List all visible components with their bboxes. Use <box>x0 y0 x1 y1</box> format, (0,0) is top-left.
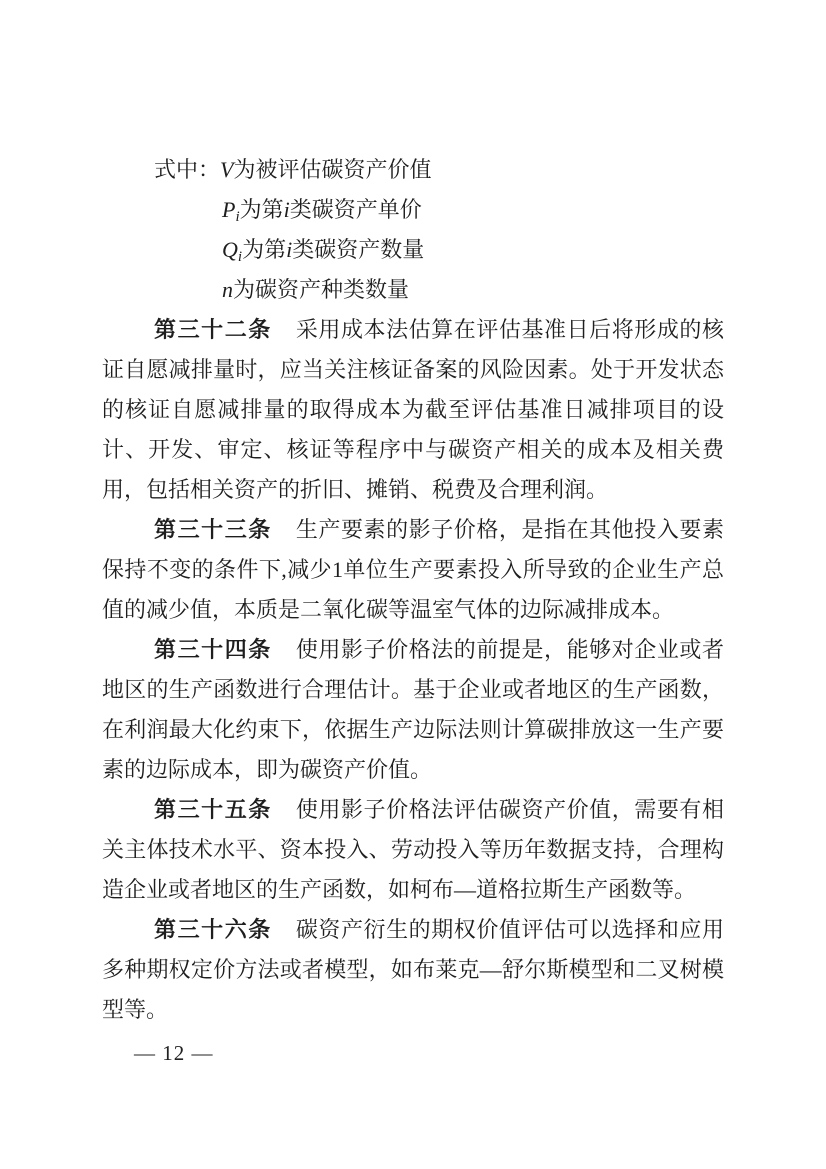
formula-inline-variable: i <box>286 237 293 262</box>
formula-variable: Q <box>222 237 238 262</box>
article-body-text: 采用成本法估算在评估基准日后将形成的核证自愿减排量时，应当关注核证备案的风险因素。处于开发状态的核证自愿减排量的取得成本为截至评估基准日减排项目的设计、开发、审定、核证等程序中与碳资产相关的成本及相关费用，包括相关资产的折旧、摊销、税费及合理利润。 <box>102 317 724 502</box>
formula-line-n <box>102 270 724 310</box>
page-number: — 12 — <box>134 1041 214 1065</box>
formula-line-p <box>102 190 724 230</box>
document-body <box>102 150 724 1030</box>
article-heading: 第三十五条 <box>154 797 272 822</box>
formula-definition-text: 为第 <box>239 197 284 222</box>
formula-inline-variable: i <box>283 197 290 222</box>
page-footer <box>134 1041 214 1065</box>
formula-definition-text: 为碳资产种类数量 <box>233 277 410 302</box>
article-heading: 第三十四条 <box>154 637 272 662</box>
formula-definition-text: 为被评估碳资产价值 <box>233 157 432 182</box>
article-paragraph-36 <box>102 910 724 1030</box>
article-paragraph-34 <box>102 630 724 790</box>
article-body-text: 使用影子价格法的前提是，能够对企业或者地区的生产函数进行合理估计。基于企业或者地区的生产函数，在利润最大化约束下，依据生产边际法则计算碳排放这一生产要素的边际成本，即为碳资产价值。 <box>102 637 724 782</box>
formula-where-label: 式中： <box>154 157 221 182</box>
article-paragraph-33 <box>102 510 724 630</box>
article-paragraph-35 <box>102 790 724 910</box>
formula-variable: n <box>222 277 233 302</box>
formula-variable-subscript: i <box>235 209 240 225</box>
formula-line-q <box>102 230 724 270</box>
formula-definition-text: 类碳资产数量 <box>292 237 425 262</box>
article-heading: 第三十六条 <box>154 917 272 942</box>
article-body-text: 生产要素的影子价格，是指在其他投入要素保持不变的条件下,减少1单位生产要素投入所导致的企业生产总值的减少值，本质是二氧化碳等温室气体的边际减排成本。 <box>102 517 724 622</box>
formula-line-v <box>102 150 724 190</box>
formula-definition-text: 类碳资产单价 <box>289 197 422 222</box>
article-body-text: 碳资产衍生的期权价值评估可以选择和应用多种期权定价方法或者模型，如布莱克—舒尔斯模型和二叉树模型等。 <box>102 917 724 1022</box>
formula-definition-text: 为第 <box>242 237 287 262</box>
article-body-text: 使用影子价格法评估碳资产价值，需要有相关主体技术水平、资本投入、劳动投入等历年数据支持，合理构造企业或者地区的生产函数，如柯布—道格拉斯生产函数等。 <box>102 797 724 902</box>
article-paragraph-32 <box>102 310 724 510</box>
article-heading: 第三十二条 <box>154 317 272 342</box>
formula-where-clause <box>102 150 724 310</box>
article-heading: 第三十三条 <box>154 517 272 542</box>
formula-variable: P <box>222 197 236 222</box>
formula-variable: V <box>220 157 234 182</box>
formula-variable-subscript: i <box>237 249 243 265</box>
